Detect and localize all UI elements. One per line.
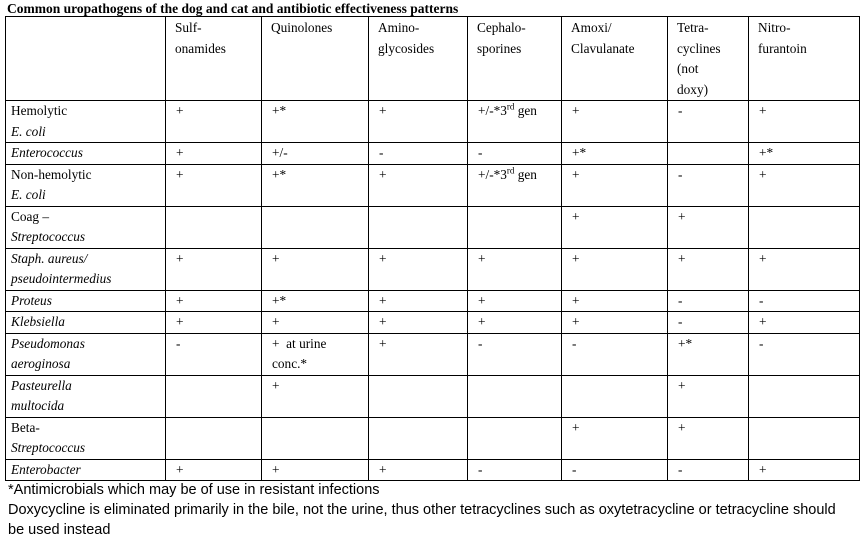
cell-quinolones (262, 164, 369, 206)
cell-value: - (478, 335, 483, 351)
cell-value: + (379, 461, 387, 477)
cell-value: + (759, 250, 767, 266)
cell-amoxi-clavulanate (562, 459, 668, 481)
organism-name-line: Proteus (11, 292, 52, 308)
cell-value: +* (272, 103, 287, 118)
cell-value: - (478, 145, 483, 160)
cell-value: + (678, 419, 686, 435)
header-line: onamides (175, 40, 226, 56)
organism-name-line: aeroginosa (11, 356, 71, 371)
cell-sulfonamides (166, 248, 262, 290)
table-row (6, 164, 860, 206)
cell-value: + (272, 461, 280, 477)
cell-cephalosporines (468, 248, 562, 290)
cell-value: +* (272, 292, 287, 308)
cell-suffix: gen (514, 103, 537, 118)
cell-tetracyclines (668, 417, 749, 459)
cell-aminoglycosides (369, 248, 468, 290)
cell-value: + (572, 292, 580, 308)
cell-nitrofurantoin (749, 290, 860, 312)
cell-sulfonamides (166, 375, 262, 417)
cell-value: + (176, 314, 184, 329)
organism-name (6, 248, 166, 290)
organism-name-line: Beta- (11, 419, 40, 435)
header-line: Nitro- (758, 20, 791, 35)
cell-value: + (678, 250, 686, 266)
organism-name (6, 164, 166, 206)
header-amoxi-clavulanate (562, 17, 668, 101)
cell-value: + (572, 250, 580, 266)
organism-name (6, 101, 166, 143)
cell-amoxi-clavulanate (562, 164, 668, 206)
cell-sulfonamides (166, 333, 262, 375)
cell-amoxi-clavulanate (562, 417, 668, 459)
cell-tetracyclines (668, 101, 749, 143)
header-line: Amoxi/ (571, 20, 612, 35)
organism-name-line: multocida (11, 398, 65, 413)
header-line: furantoin (758, 40, 807, 56)
cell-cephalosporines (468, 417, 562, 459)
table-row (6, 206, 860, 248)
cell-value: conc.* (272, 356, 308, 371)
cell-value: + (572, 166, 580, 182)
header-line: Tetra- (677, 20, 709, 35)
organism-name-line: Non-hemolytic (11, 166, 92, 182)
cell-tetracyclines (668, 312, 749, 334)
cell-amoxi-clavulanate (562, 101, 668, 143)
header-row (6, 17, 860, 101)
organism-name-line: Coag – (11, 208, 50, 224)
antibiotic-table (5, 16, 860, 481)
organism-name-line: Hemolytic (11, 103, 68, 118)
cell-value: +/-*3 (478, 166, 507, 182)
cell-amoxi-clavulanate (562, 375, 668, 417)
cell-quinolones (262, 143, 369, 165)
cell-value: + (176, 250, 184, 266)
footnote-doxycycline: Doxycycline is eliminated primarily in the bile, not the urine, thus other tetracyclines such as oxytetracycline or tetracycline should (8, 502, 836, 518)
cell-value: - (678, 314, 683, 329)
organism-name (6, 333, 166, 375)
header-organism (6, 17, 166, 101)
cell-quinolones (262, 101, 369, 143)
cell-tetracyclines (668, 333, 749, 375)
organism-name-line: Klebsiella (11, 314, 65, 329)
organism-name-line: Enterobacter (11, 461, 81, 477)
cell-value: + (379, 103, 387, 118)
cell-value: - (572, 335, 577, 351)
header-line: Amino- (378, 20, 420, 35)
cell-amoxi-clavulanate (562, 290, 668, 312)
cell-value: + (759, 314, 767, 329)
cell-tetracyclines (668, 290, 749, 312)
organism-name-line: Pasteurella (11, 377, 72, 393)
cell-value: - (678, 103, 683, 118)
organism-name-line: Pseudomonas (11, 335, 85, 351)
cell-sulfonamides (166, 312, 262, 334)
cell-nitrofurantoin (749, 143, 860, 165)
cell-value: + (478, 250, 486, 266)
cell-value: +* (572, 145, 587, 160)
cell-nitrofurantoin (749, 459, 860, 481)
cell-aminoglycosides (369, 164, 468, 206)
organism-name (6, 312, 166, 334)
cell-sulfonamides (166, 164, 262, 206)
cell-sulfonamides (166, 143, 262, 165)
organism-name (6, 206, 166, 248)
cell-cephalosporines (468, 459, 562, 481)
table-row (6, 333, 860, 375)
cell-value: + (272, 377, 280, 393)
header-line: doxy) (677, 81, 709, 97)
cell-nitrofurantoin (749, 206, 860, 248)
cell-value: + (572, 314, 580, 329)
cell-sulfonamides (166, 417, 262, 459)
organism-name-line: Streptococcus (11, 440, 86, 455)
organism-name-line: Streptococcus (11, 229, 86, 244)
header-line: Sulf- (175, 20, 202, 35)
table-row (6, 143, 860, 165)
cell-value: + (572, 103, 580, 118)
cell-value: + (176, 461, 184, 477)
cell-superscript: rd (506, 101, 515, 112)
cell-value: + (572, 208, 580, 224)
header-cephalosporines (468, 17, 562, 101)
organism-name-line: pseudointermedius (11, 271, 112, 286)
cell-value: + (379, 166, 387, 182)
cell-nitrofurantoin (749, 312, 860, 334)
cell-value: + (759, 103, 767, 118)
cell-value: +/- (272, 145, 288, 160)
cell-value: +/-*3 (478, 103, 507, 118)
cell-cephalosporines (468, 375, 562, 417)
header-sulfonamides (166, 17, 262, 101)
cell-aminoglycosides (369, 143, 468, 165)
footnote-doxycycline-cont: be used instead (8, 522, 111, 538)
cell-value: + (759, 461, 767, 477)
organism-name-line: Enterococcus (11, 145, 83, 160)
cell-value: + (478, 292, 486, 308)
cell-cephalosporines (468, 333, 562, 375)
table-title: Common uropathogens of the dog and cat and antibiotic effectiveness patterns (7, 1, 459, 16)
cell-value: +* (272, 166, 287, 182)
organism-name (6, 375, 166, 417)
cell-quinolones (262, 206, 369, 248)
cell-cephalosporines (468, 143, 562, 165)
organism-name (6, 417, 166, 459)
cell-tetracyclines (668, 248, 749, 290)
table-row (6, 375, 860, 417)
table-row (6, 417, 860, 459)
cell-value: + (272, 314, 280, 329)
cell-value: - (759, 292, 764, 308)
table-row (6, 248, 860, 290)
cell-nitrofurantoin (749, 333, 860, 375)
cell-amoxi-clavulanate (562, 143, 668, 165)
cell-value: - (678, 292, 683, 308)
organism-name (6, 459, 166, 481)
header-line: Quinolones (271, 20, 333, 35)
cell-value: + (379, 314, 387, 329)
cell-aminoglycosides (369, 417, 468, 459)
cell-amoxi-clavulanate (562, 206, 668, 248)
header-nitrofurantoin (749, 17, 860, 101)
cell-value: + (478, 314, 486, 329)
cell-value: +* (759, 145, 774, 160)
organism-name-line: E. coli (11, 187, 46, 202)
cell-quinolones (262, 290, 369, 312)
cell-amoxi-clavulanate (562, 312, 668, 334)
cell-value: - (759, 335, 764, 351)
cell-nitrofurantoin (749, 101, 860, 143)
cell-value: - (379, 145, 384, 160)
cell-aminoglycosides (369, 206, 468, 248)
header-line: Cephalo- (477, 20, 526, 35)
table-row (6, 290, 860, 312)
cell-tetracyclines (668, 459, 749, 481)
cell-value: +* (678, 335, 693, 351)
cell-sulfonamides (166, 459, 262, 481)
footnote-asterisk: *Antimicrobials which may be of use in resistant infections (8, 482, 380, 498)
cell-quinolones (262, 333, 369, 375)
organism-name-line: E. coli (11, 123, 46, 139)
header-line: cyclines (677, 40, 721, 56)
cell-quinolones (262, 375, 369, 417)
cell-value: + (379, 250, 387, 266)
cell-value: + (176, 103, 184, 118)
header-line: (not (677, 61, 699, 76)
cell-quinolones (262, 248, 369, 290)
cell-cephalosporines (468, 290, 562, 312)
header-quinolones (262, 17, 369, 101)
cell-aminoglycosides (369, 375, 468, 417)
cell-sulfonamides (166, 101, 262, 143)
header-line: glycosides (378, 40, 435, 56)
cell-value: + (379, 292, 387, 308)
cell-nitrofurantoin (749, 375, 860, 417)
cell-tetracyclines (668, 143, 749, 165)
cell-nitrofurantoin (749, 248, 860, 290)
header-line: Clavulanate (571, 40, 635, 56)
cell-quinolones (262, 459, 369, 481)
organism-name (6, 143, 166, 165)
cell-value: + (176, 166, 184, 182)
cell-value: + (678, 377, 686, 393)
cell-amoxi-clavulanate (562, 248, 668, 290)
header-aminoglycosides (369, 17, 468, 101)
cell-aminoglycosides (369, 459, 468, 481)
header-line: sporines (477, 40, 522, 56)
cell-cephalosporines (468, 312, 562, 334)
cell-value: + (678, 208, 686, 224)
cell-sulfonamides (166, 206, 262, 248)
organism-name (6, 290, 166, 312)
header-tetracyclines (668, 17, 749, 101)
cell-value: + at urine (272, 335, 327, 351)
organism-name-line: Staph. aureus/ (11, 250, 88, 266)
cell-nitrofurantoin (749, 164, 860, 206)
cell-quinolones (262, 417, 369, 459)
table-row (6, 101, 860, 143)
cell-aminoglycosides (369, 312, 468, 334)
cell-cephalosporines (468, 164, 562, 206)
cell-aminoglycosides (369, 101, 468, 143)
cell-value: - (478, 461, 483, 477)
cell-value: + (272, 250, 280, 266)
cell-sulfonamides (166, 290, 262, 312)
cell-quinolones (262, 312, 369, 334)
cell-value: + (379, 335, 387, 351)
cell-value: - (678, 461, 683, 477)
cell-cephalosporines (468, 206, 562, 248)
cell-tetracyclines (668, 206, 749, 248)
cell-value: + (176, 145, 184, 160)
cell-nitrofurantoin (749, 417, 860, 459)
cell-superscript: rd (506, 165, 515, 176)
cell-tetracyclines (668, 164, 749, 206)
cell-aminoglycosides (369, 333, 468, 375)
cell-cephalosporines (468, 101, 562, 143)
cell-value: - (572, 461, 577, 477)
cell-value: + (176, 292, 184, 308)
table-row (6, 459, 860, 481)
cell-tetracyclines (668, 375, 749, 417)
cell-value: + (759, 166, 767, 182)
cell-value: + (572, 419, 580, 435)
cell-value: - (176, 335, 181, 351)
cell-suffix: gen (514, 166, 537, 182)
cell-value: - (678, 166, 683, 182)
cell-amoxi-clavulanate (562, 333, 668, 375)
table-row (6, 312, 860, 334)
cell-aminoglycosides (369, 290, 468, 312)
